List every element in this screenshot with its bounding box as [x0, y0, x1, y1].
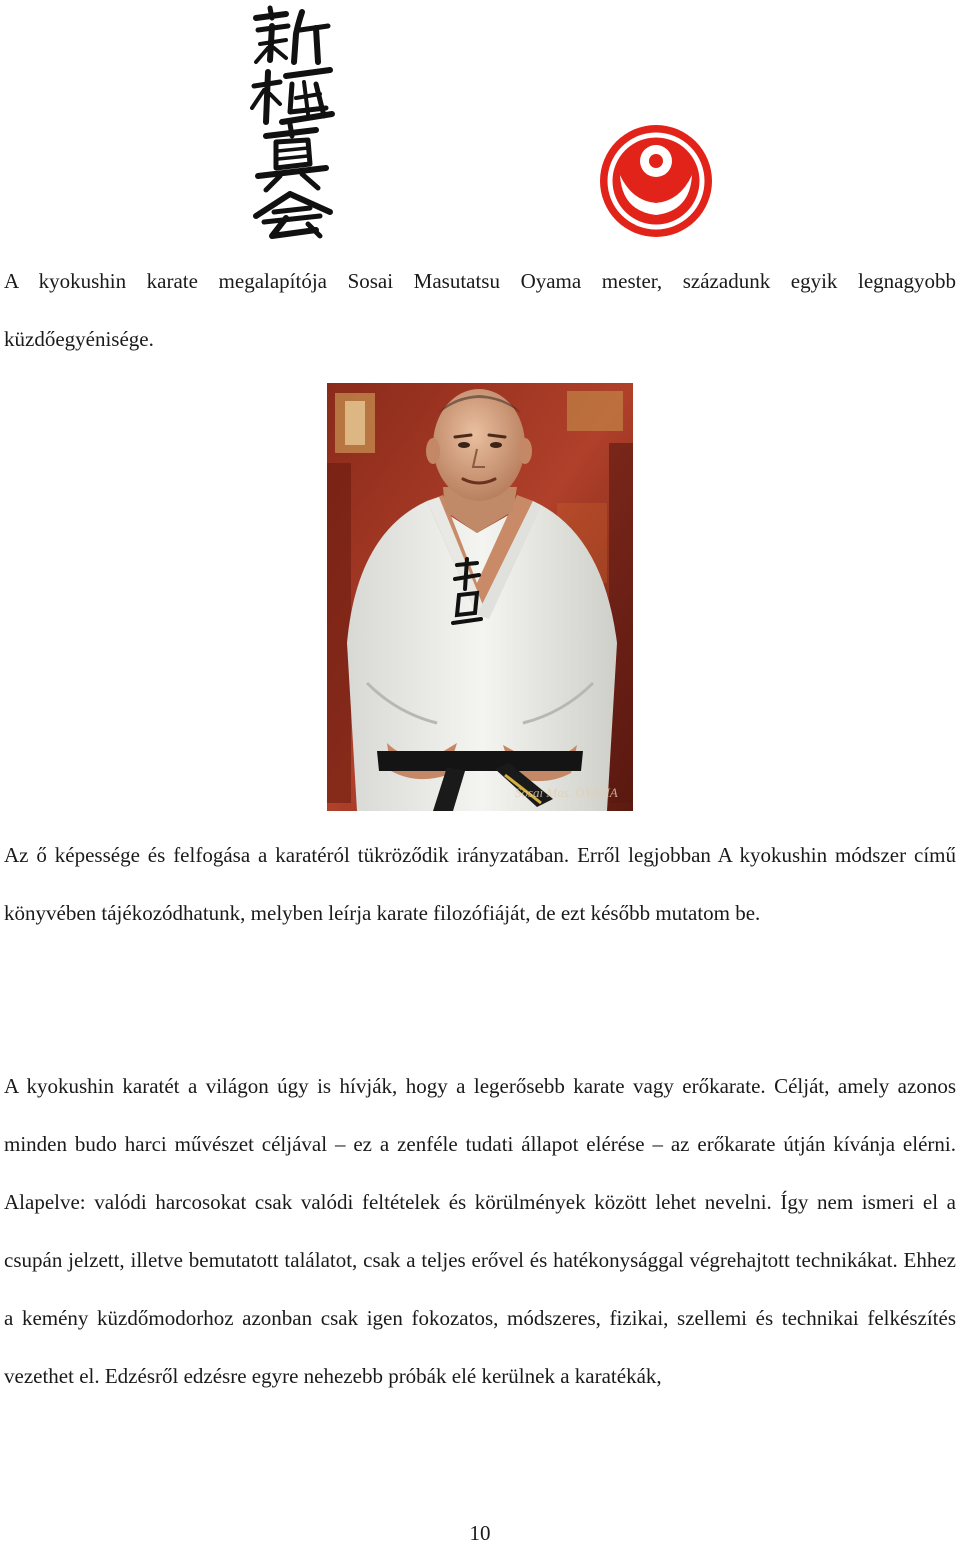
- kyokushinkai-calligraphy-logo: [246, 4, 338, 240]
- page-number: 10: [469, 1521, 491, 1545]
- philosophy-paragraph: Az ő képessége és felfogása a karatéról tükröződik irányzatában. Erről legjobban A kyokushin módszer című könyvében tájékozódhatunk, melyben leírja karate filozófiáját, de ezt később mutatom be.: [4, 843, 956, 925]
- intro-paragraph: A kyokushin karate megalapítója Sosai Masutatsu Oyama mester, századunk egyik legnagyobb küzdőegyénisége.: [4, 269, 956, 351]
- portrait-photo-sosai-oyama: [327, 383, 633, 811]
- kanku-symbol-logo: [598, 123, 714, 239]
- photo-signature: Sosai Mas. OYAMA: [515, 785, 618, 800]
- strongest-karate-paragraph: A kyokushin karatét a világon úgy is hívják, hogy a legerősebb karate vagy erőkarate. Célját, amely azonos minden budo harci művészet céljával – ez a zenféle tudati állapot elérése – az erőkarate útján kívánja elérni. Alapelve: valódi harcosokat csak valódi feltételek és körülmények között lehet nevelni. Így nem ismeri el a csupán jelzett, illetve bemutatott találatot, csak a teljes erővel és hatékonysággal végrehajtott technikákat. Ehhez a kemény küzdőmodorhoz azonban csak igen fokozatos, módszeres, fizikai, szellemi és technikai felkészítés vezethet el. Edzésről edzésre egyre nehezebb próbák elé kerülnek a karatékák,: [4, 1074, 956, 1388]
